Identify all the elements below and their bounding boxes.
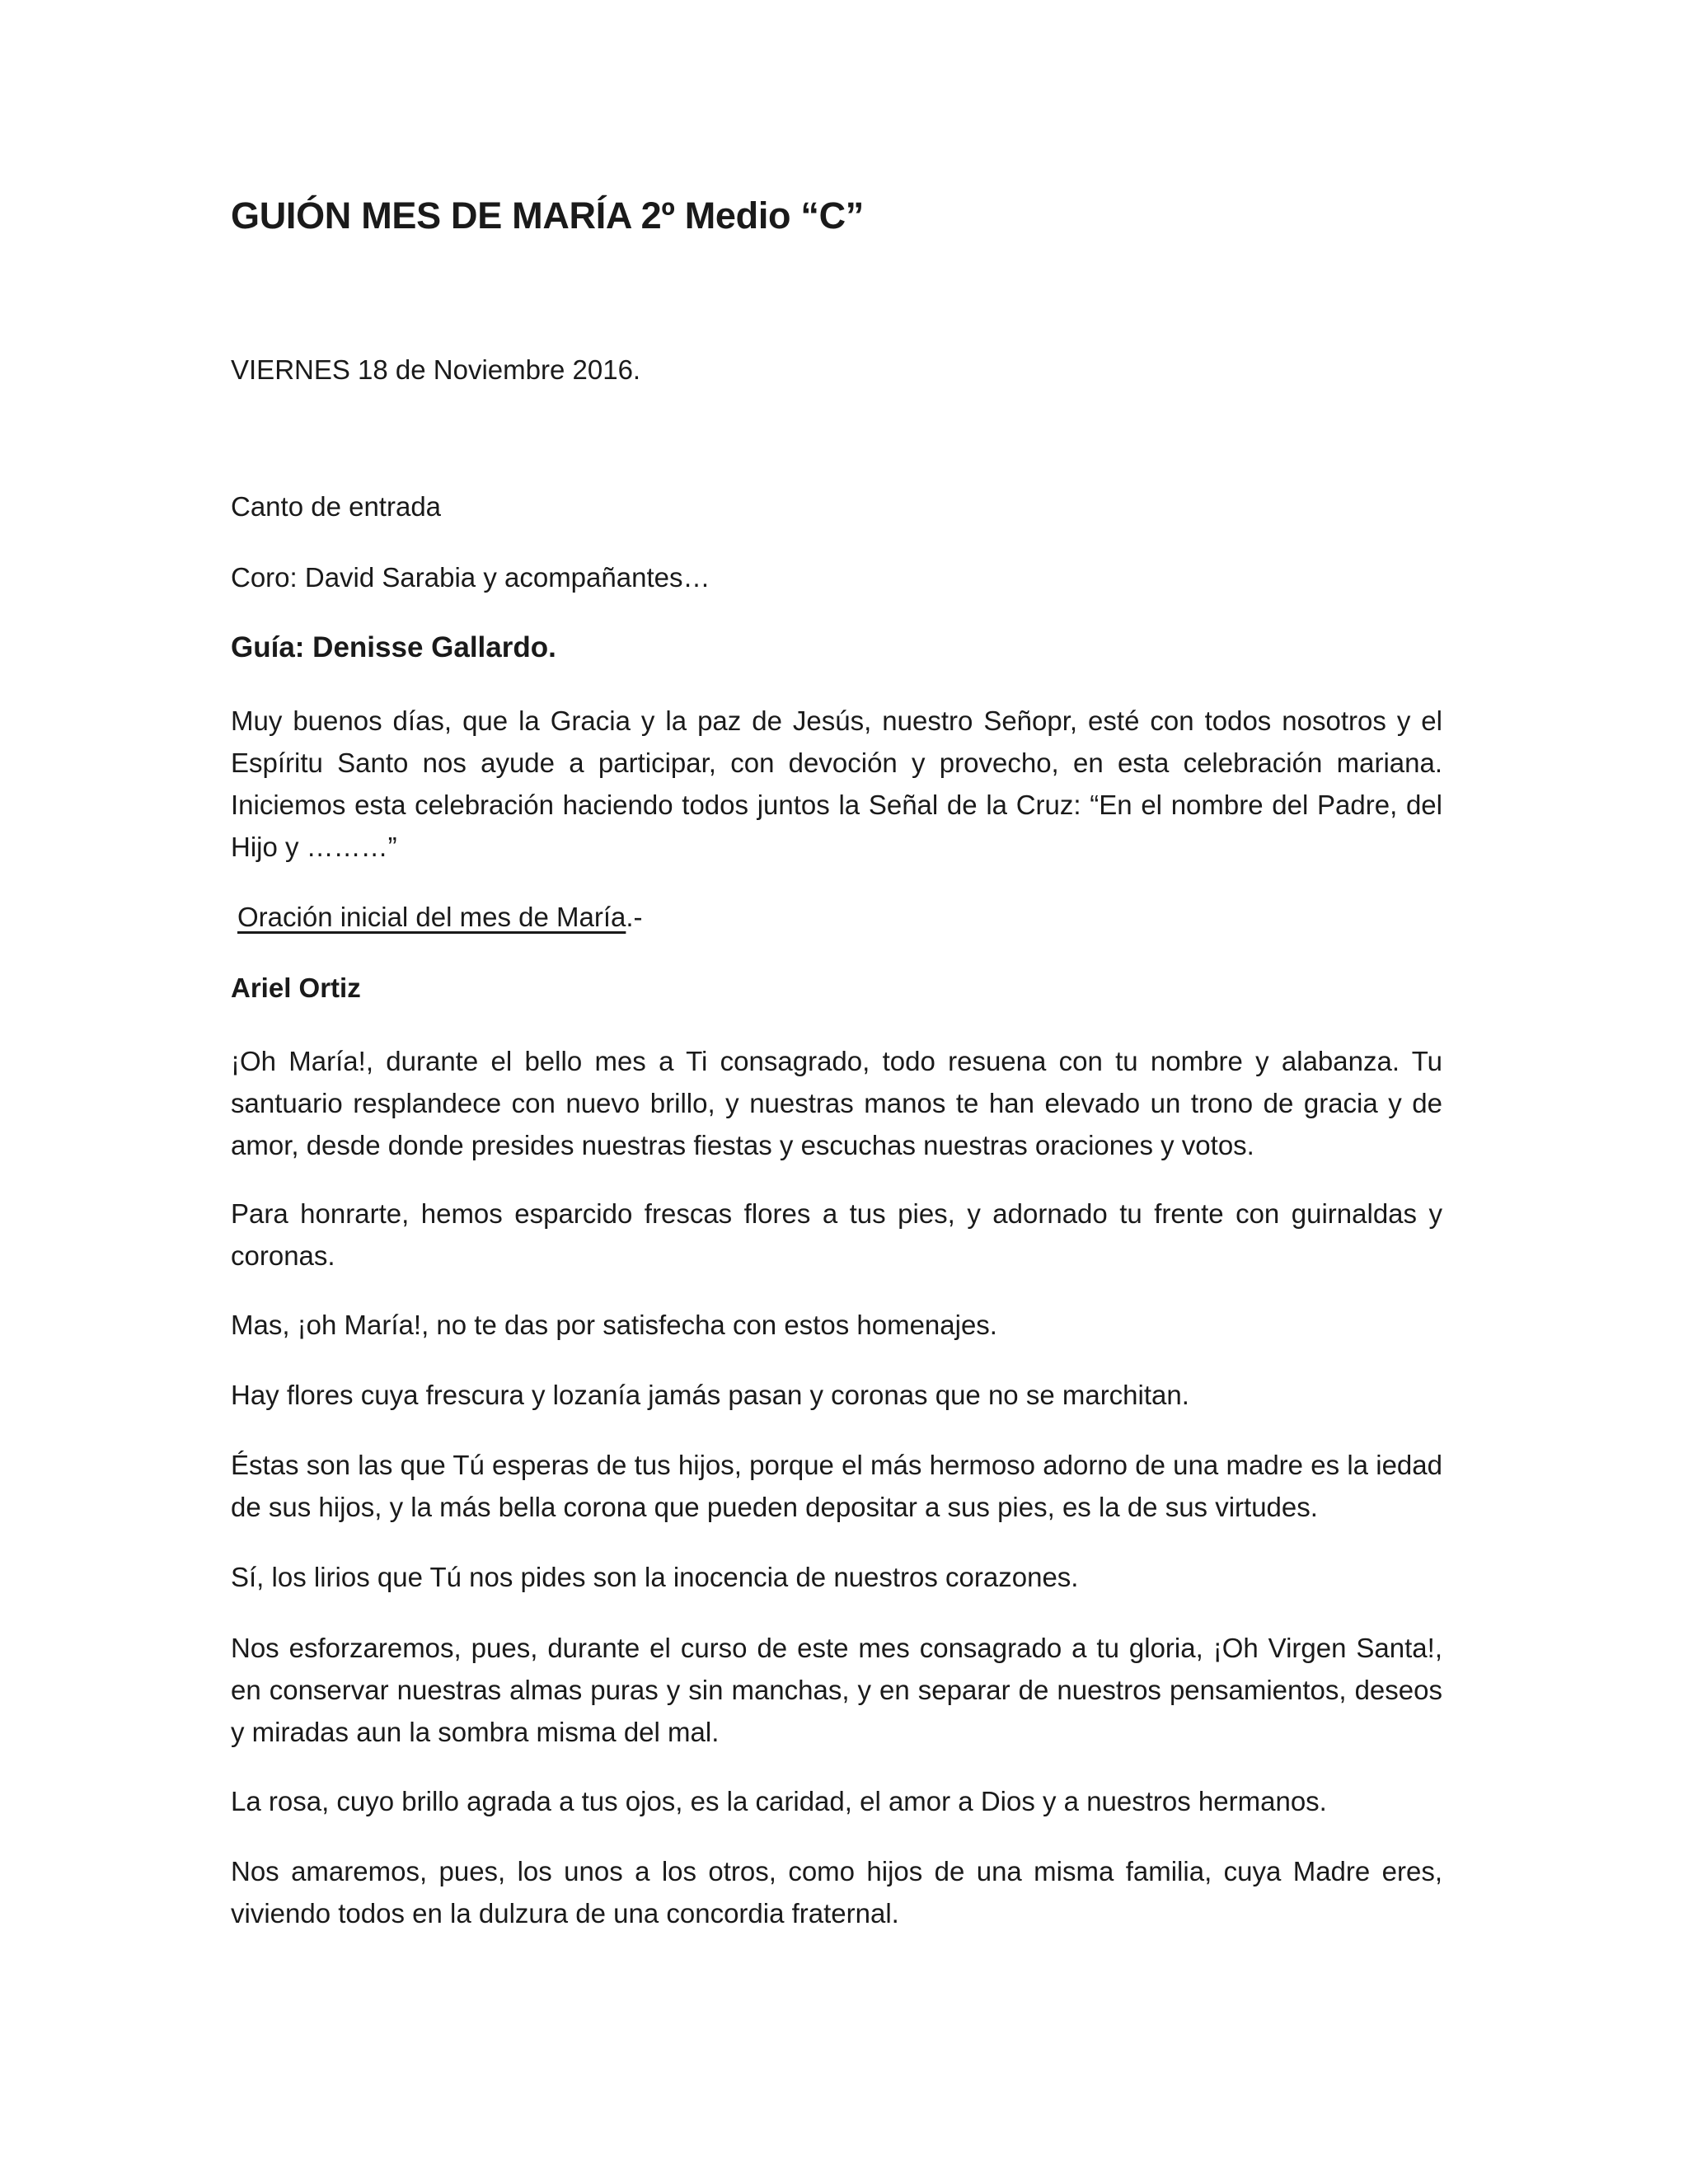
prayer-paragraph: Éstas son las que Tú esperas de tus hijos, porque el más hermoso adorno de una madre es la iedad de sus hijos, y la más bella corona que pueden depositar a sus pies, es la de sus virtudes. — [231, 1450, 1442, 1522]
prayer-paragraph: ¡Oh María!, durante el bello mes a Ti consagrado, todo resuena con tu nombre y alabanza. Tu santuario resplandece con nuevo brillo, y nuestras manos te han elevado un trono de gracia y de amor, desde donde presides nuestras fiestas y escuchas nuestras oraciones y votos. — [231, 1046, 1442, 1160]
entrance-song-label: Canto de entrada — [231, 491, 442, 522]
prayer-paragraph: Hay flores cuya frescura y lozanía jamás pasan y coronas que no se marchitan. — [231, 1380, 1189, 1410]
prayer-heading — [237, 902, 643, 933]
prayer-paragraph: Mas, ¡oh María!, no te das por satisfecha con estos homenajes. — [231, 1310, 997, 1340]
prayer-paragraph: Para honrarte, hemos esparcido frescas flores a tus pies, y adornado tu frente con guirnaldas y coronas. — [231, 1198, 1442, 1271]
prayer-heading-text: Oración inicial del mes de María — [237, 902, 626, 932]
date-line: VIERNES 18 de Noviembre 2016. — [231, 354, 641, 385]
prayer-paragraph: Nos amaremos, pues, los unos a los otros, como hijos de una misma familia, cuya Madre eres, viviendo todos en la dulzura de una concordia fraternal. — [231, 1856, 1442, 1929]
document-title: GUIÓN MES DE MARÍA 2º Medio “C” — [231, 194, 865, 237]
prayer-paragraph: Sí, los lirios que Tú nos pides son la inocencia de nuestros corazones. — [231, 1562, 1079, 1592]
guide-line: Guía: Denisse Gallardo. — [231, 631, 556, 663]
choir-line: Coro: David Sarabia y acompañantes… — [231, 562, 710, 593]
prayer-paragraph: La rosa, cuyo brillo agrada a tus ojos, es la caridad, el amor a Dios y a nuestros hermanos. — [231, 1786, 1327, 1816]
prayer-paragraph: Nos esforzaremos, pues, durante el curso de este mes consagrado a tu gloria, ¡Oh Virgen Santa!, en conservar nuestras almas puras y sin manchas, y en separar de nuestros pensamientos, deseos y miradas aun la sombra misma del mal. — [231, 1633, 1442, 1747]
prayer-heading-suffix: .- — [626, 902, 643, 932]
reader-name: Ariel Ortiz — [231, 972, 361, 1003]
welcome-paragraph: Muy buenos días, que la Gracia y la paz de Jesús, nuestro Señopr, esté con todos nosotros y el Espíritu Santo nos ayude a participar, con devoción y provecho, en esta celebración mariana. Iniciemos esta celebración haciendo todos juntos la Señal de la Cruz: “En el nombre del Padre, del Hijo y ………” — [231, 705, 1442, 862]
